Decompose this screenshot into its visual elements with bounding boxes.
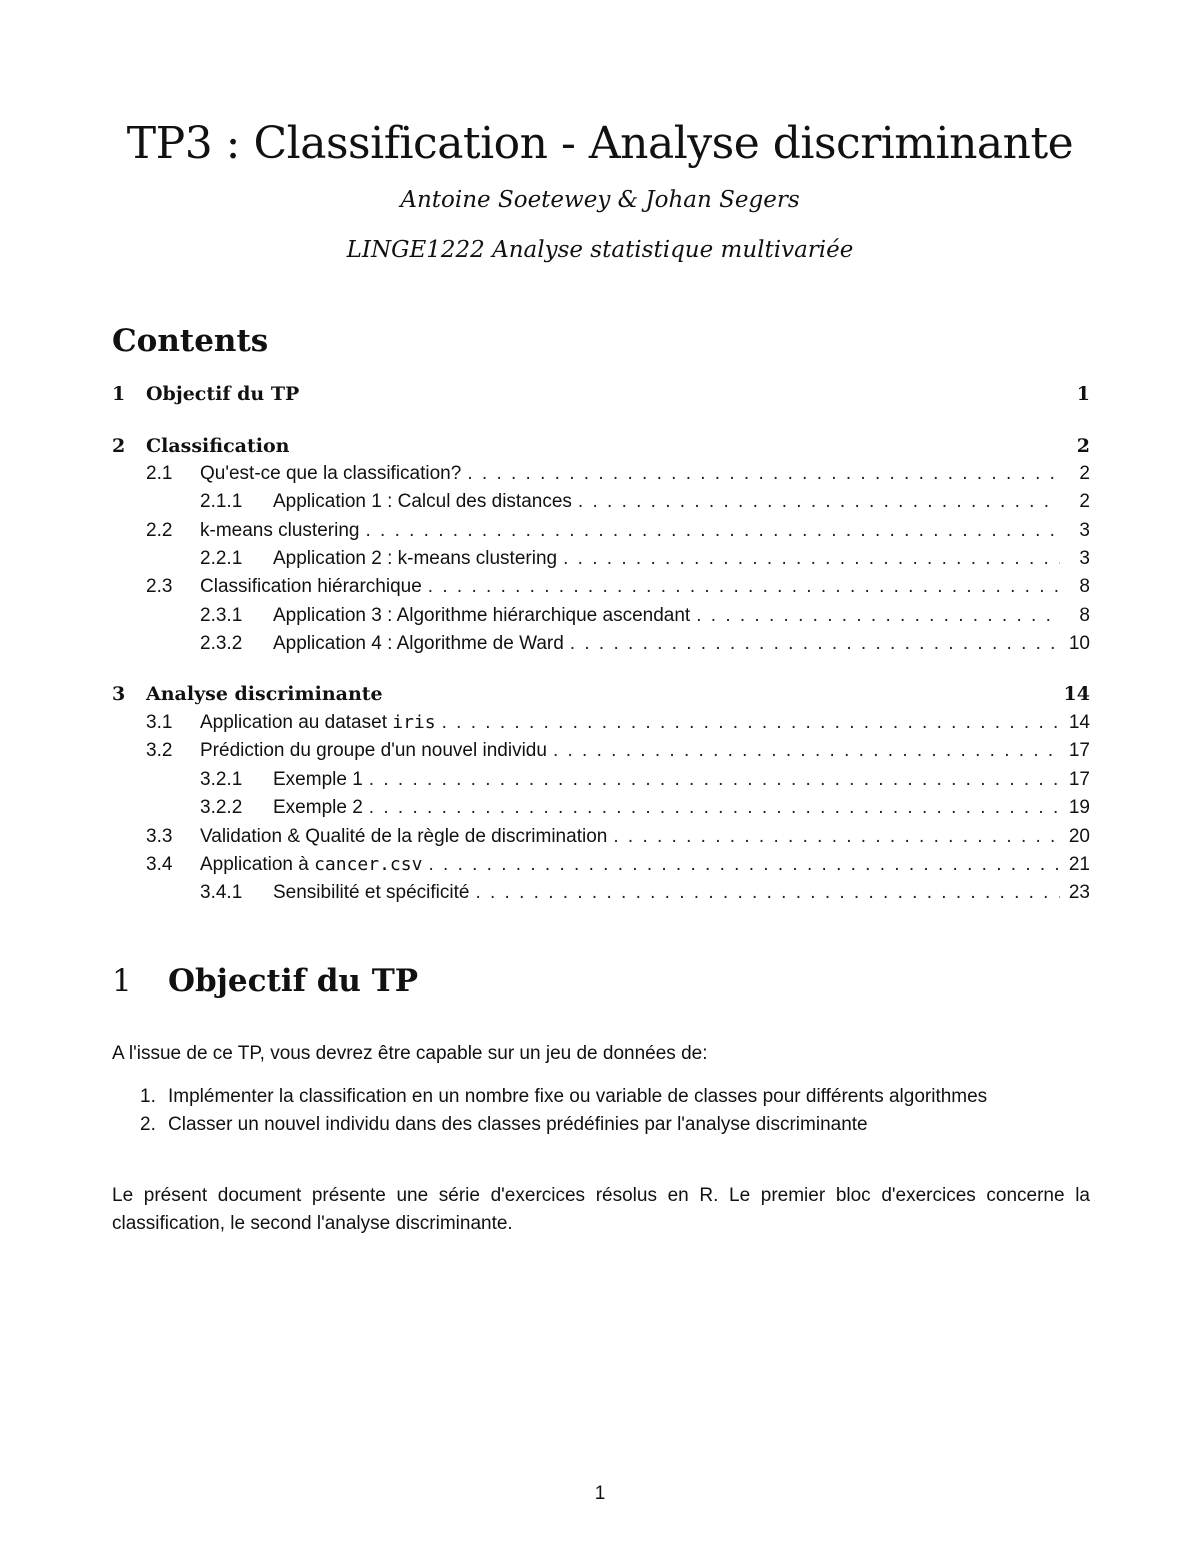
toc-leader-dots [570,633,1060,655]
toc-entry-number: 3.4 [146,854,173,875]
toc-entry-title [273,605,690,627]
toc-subsection-entry[interactable] [112,548,1090,574]
toc-section-entry[interactable] [112,383,1090,409]
toc-section-entry[interactable] [112,683,1090,709]
toc-leader-dots [369,769,1060,791]
toc-entry-title [200,576,422,598]
toc-leader-dots [578,491,1060,513]
toc-entry-title-text: Exemple 1 [273,769,363,790]
toc-entry-page: 8 [1079,576,1090,597]
toc-entry-title [200,463,461,485]
toc-entry-page: 8 [1079,605,1090,626]
toc-entry-title [273,882,469,904]
toc-entry-page: 14 [1068,712,1090,733]
toc-entry-number: 3 [112,683,126,705]
toc-entry-title-text: Application 3 : Algorithme hiérarchique ascendant [273,605,691,626]
list-item [140,1111,1090,1139]
list-item-text: Implémenter la classification en un nombre fixe ou variable de classes pour différents algorithmes [168,1086,988,1107]
toc-entry-title-text: Application 1 : Calcul des distances [273,491,572,512]
list-item-number: 1. [140,1086,156,1107]
list-item [140,1083,1090,1111]
document-title: TP3 : Classification - Analyse discriminante [126,118,1074,169]
toc-subsection-entry[interactable] [112,797,1090,823]
toc-subsection-entry[interactable] [112,520,1090,546]
toc-entry-title [200,712,436,734]
toc-entry-number: 2.1 [146,463,173,484]
toc-entry-page: 19 [1068,797,1090,818]
toc-entry-code: iris [392,712,436,733]
toc-entry-title [273,548,557,570]
toc-entry-title [273,633,564,655]
toc-entry-title-text: Objectif du TP [146,383,300,405]
toc-entry-page: 20 [1068,826,1090,847]
toc-leader-dots [428,576,1060,598]
list-item-number: 2. [140,1114,156,1135]
toc-entry-number: 3.3 [146,826,173,847]
toc-entry-number: 3.1 [146,712,173,733]
toc-leader-dots [563,548,1060,570]
toc-heading: Contents [112,323,269,359]
toc-entry-page: 17 [1068,740,1090,761]
toc-entry-title-text: Validation & Qualité de la règle de discrimination [200,826,608,847]
toc-section-entry[interactable] [112,435,1090,461]
toc-entry-title [200,854,422,876]
toc-leader-dots [467,463,1060,485]
toc-entry-title [200,740,547,762]
toc-entry-title-text: Sensibilité et spécificité [273,882,470,903]
toc-entry-title [200,520,359,542]
section-title: Objectif du TP [168,963,419,999]
toc-entry-page: 1 [1076,383,1090,405]
toc-leader-dots [553,740,1060,762]
toc-entry-title-text: Analyse discriminante [146,683,383,705]
toc-entry-number: 3.2 [146,740,173,761]
toc-entry-page: 2 [1079,463,1090,484]
toc-entry-title [146,435,289,457]
toc-entry-number: 2.2 [146,520,173,541]
toc-entry-number: 2.2.1 [200,548,243,569]
toc-entry-number: 1 [112,383,126,405]
toc-subsection-entry[interactable] [112,769,1090,795]
toc-leader-dots [613,826,1060,848]
objectives-list [140,1083,1090,1139]
toc-subsection-entry[interactable] [112,740,1090,766]
toc-subsection-entry[interactable] [112,576,1090,602]
toc-entry-number: 2.3.2 [200,633,243,654]
toc-entry-title [200,826,607,848]
toc-entry-code: cancer.csv [314,854,423,875]
toc-entry-title-text: Prédiction du groupe d'un nouvel individu [200,740,547,761]
toc-leader-dots [475,882,1060,904]
toc-entry-page: 2 [1076,435,1090,457]
list-item-text: Classer un nouvel individu dans des classes prédéfinies par l'analyse discriminante [168,1114,868,1135]
toc-subsection-entry[interactable] [112,605,1090,631]
toc-subsection-entry[interactable] [112,463,1090,489]
toc-entry-page: 17 [1068,769,1090,790]
document-authors: Antoine Soetewey & Johan Segers [400,187,800,213]
toc-entry-title-text: Application 2 : k-means clustering [273,548,558,569]
toc-entry-page: 21 [1068,854,1090,875]
toc-subsection-entry[interactable] [112,633,1090,659]
toc-entry-title-text: Classification [146,435,290,457]
toc-subsection-entry[interactable] [112,491,1090,517]
toc-entry-number: 3.2.2 [200,797,243,818]
toc-leader-dots [428,854,1060,876]
toc-entry-number: 2 [112,435,126,457]
toc-subsection-entry[interactable] [112,712,1090,738]
toc-leader-dots [442,712,1060,734]
toc-entry-page: 3 [1079,548,1090,569]
toc-entry-title-text: Application 4 : Algorithme de Ward [273,633,564,654]
toc-subsection-entry[interactable] [112,826,1090,852]
toc-entry-page: 2 [1079,491,1090,512]
toc-entry-page: 23 [1068,882,1090,903]
toc-entry-title [146,383,299,405]
toc-entry-number: 3.2.1 [200,769,243,790]
section-heading [112,963,418,999]
toc-entry-number: 3.4.1 [200,882,243,903]
toc-leader-dots [369,797,1060,819]
document-course: LINGE1222 Analyse statistique multivariée [346,237,854,263]
closing-paragraph: Le présent document présente une série d'exercices résolus en R. Le premier bloc d'exercices concerne la classification, le second l'analyse discriminante. [112,1185,1090,1234]
toc-entry-page: 10 [1068,633,1090,654]
toc-entry-title-text: Classification hiérarchique [200,576,422,597]
toc-entry-number: 2.3.1 [200,605,243,626]
section-number: 1 [112,963,132,999]
toc-entry-title-text: Exemple 2 [273,797,363,818]
toc-entry-title-text: k-means clustering [200,520,360,541]
toc-subsection-entry[interactable] [112,882,1090,908]
toc-entry-page: 3 [1079,520,1090,541]
toc-entry-number: 2.1.1 [200,491,243,512]
toc-entry-title-text: Qu'est-ce que la classification? [200,463,462,484]
toc-entry-title [273,797,363,819]
section-intro: A l'issue de ce TP, vous devrez être capable sur un jeu de données de: [112,1043,708,1064]
page-number: 1 [594,1483,606,1504]
toc-entry-title [273,769,363,791]
toc-entry-title-text: Application au dataset [200,712,393,733]
toc-subsection-entry[interactable] [112,854,1090,880]
toc-entry-title [273,491,572,513]
toc-leader-dots [365,520,1060,542]
toc-entry-page: 14 [1063,683,1090,705]
toc-entry-number: 2.3 [146,576,173,597]
toc-leader-dots [696,605,1060,627]
toc-entry-title-text: Application à [200,854,315,875]
toc-entry-title [146,683,383,705]
